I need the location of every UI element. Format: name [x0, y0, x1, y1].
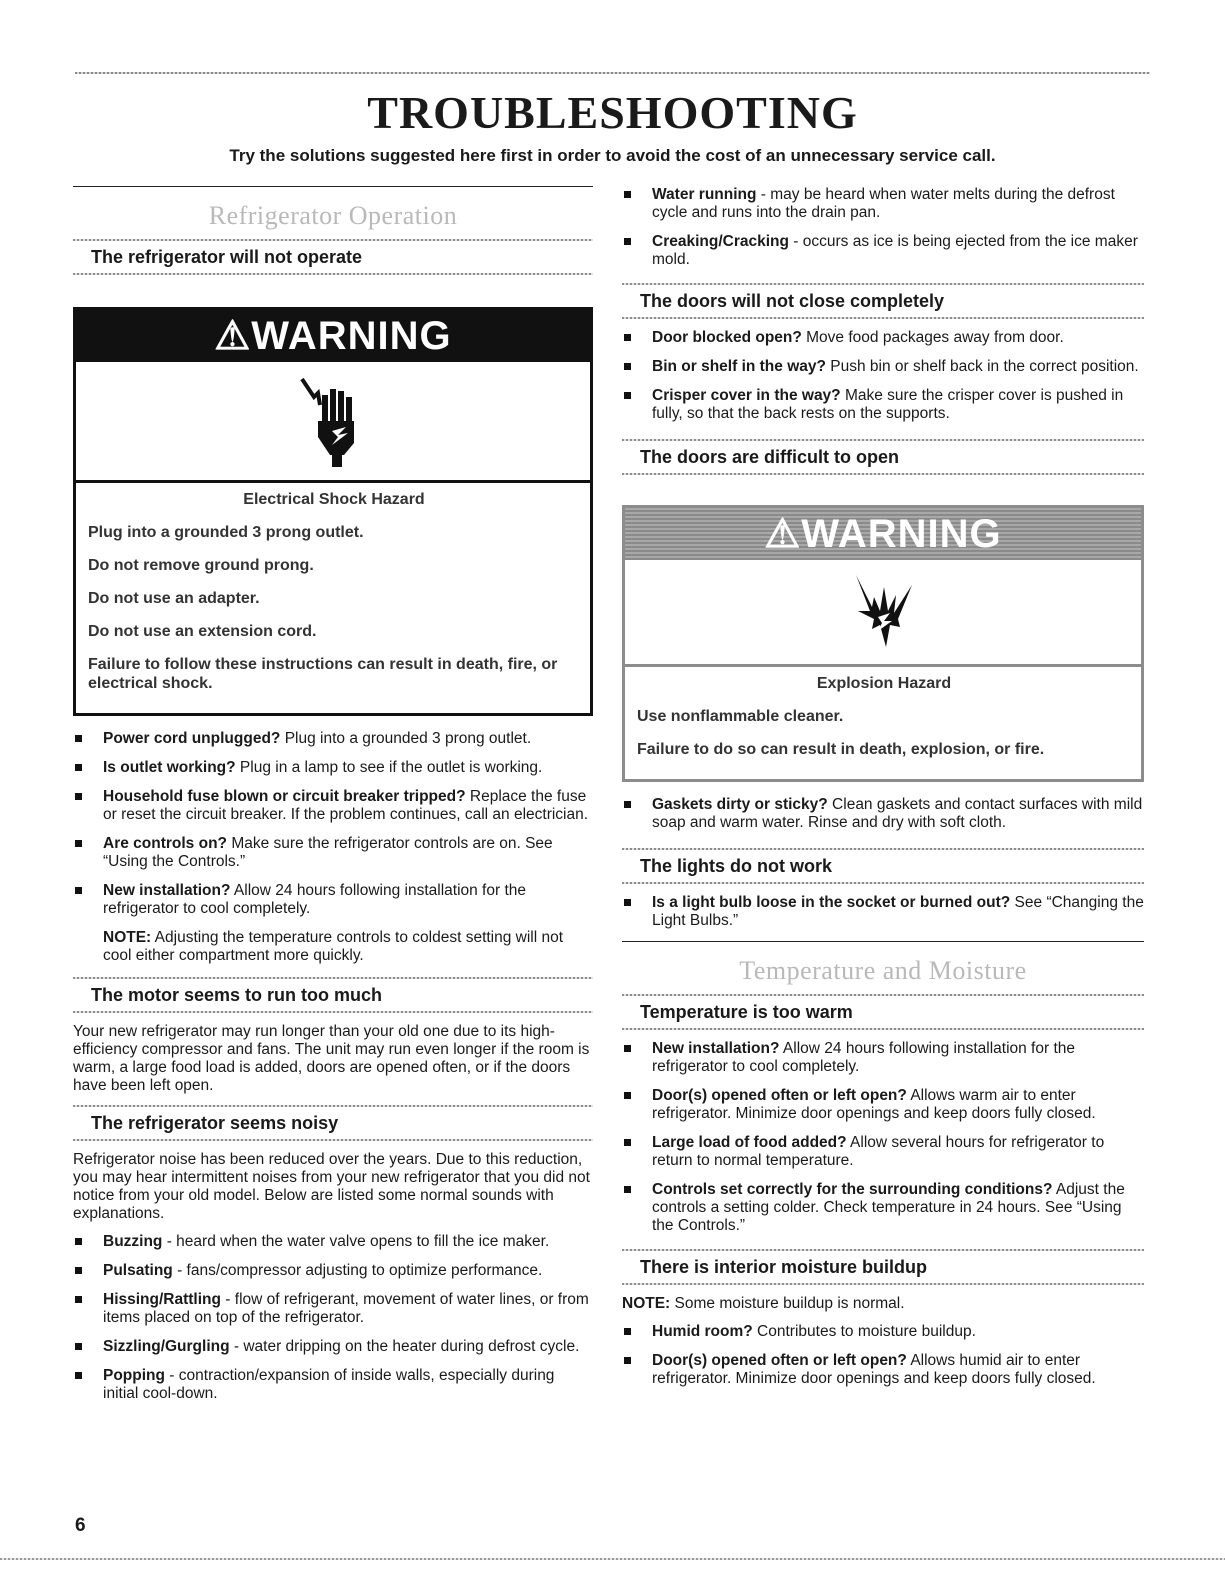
- section-title-temperature-moisture: Temperature and Moisture: [739, 956, 1027, 985]
- list-item: Gaskets dirty or sticky? Clean gaskets and contact surfaces with mild soap and warm water. Rinse and dry with soft cloth.: [622, 796, 1144, 832]
- dotted-rule: [622, 1028, 1144, 1030]
- too-warm-list: [622, 1040, 1144, 1235]
- list-item: Buzzing - heard when the water valve opens to fill the ice maker.: [73, 1233, 593, 1251]
- doors-close-list: [622, 329, 1144, 423]
- warning-line: Plug into a grounded 3 prong outlet.: [88, 524, 364, 541]
- list-item: Door(s) opened often or left open? Allows humid air to enter refrigerator. Minimize door openings and keep doors fully closed.: [622, 1352, 1144, 1388]
- doors-open-list: [622, 796, 1144, 832]
- dotted-rule: [622, 283, 1144, 285]
- dotted-rule: [622, 439, 1144, 441]
- icon-area: [625, 560, 1141, 667]
- heading-noisy: The refrigerator seems noisy: [91, 1113, 339, 1133]
- list-item: Popping - contraction/expansion of inside walls, especially during initial cool-down.: [73, 1367, 593, 1403]
- list-item: New installation? Allow 24 hours following installation for the refrigerator to cool completely.: [73, 882, 593, 918]
- page-number: 6: [75, 1515, 86, 1536]
- list-item: Household fuse blown or circuit breaker tripped? Replace the fuse or reset the circuit breaker. If the problem continues, call an electrician.: [73, 788, 593, 824]
- list-item: Hissing/Rattling - flow of refrigerant, movement of water lines, or from items placed on top of the refrigerator.: [73, 1291, 593, 1327]
- list-item: Large load of food added? Allow several hours for refrigerator to return to normal temperature.: [622, 1134, 1144, 1170]
- list-item: Door(s) opened often or left open? Allows warm air to enter refrigerator. Minimize door openings and keep doors fully closed.: [622, 1087, 1144, 1123]
- warning-line: Do not use an extension cord.: [88, 623, 317, 640]
- list-item: Pulsating - fans/compressor adjusting to optimize performance.: [73, 1262, 593, 1280]
- dotted-rule: [622, 994, 1144, 996]
- list-item: Is a light bulb loose in the socket or burned out? See “Changing the Light Bulbs.”: [622, 894, 1144, 930]
- icon-area: [76, 362, 590, 483]
- list-item: New installation? Allow 24 hours following installation for the refrigerator to cool completely.: [622, 1040, 1144, 1076]
- heading-doors-close: The doors will not close completely: [640, 291, 945, 311]
- page-subtitle: Try the solutions suggested here first in order to avoid the cost of an unnecessary service call.: [229, 146, 996, 165]
- will-not-operate-list: [73, 730, 593, 918]
- explosion-icon: [838, 567, 928, 657]
- hazard-title: Electrical Shock Hazard: [243, 491, 425, 508]
- warning-banner: ⚠WARNING: [625, 508, 1141, 560]
- warning-text: [625, 667, 1141, 779]
- dotted-rule: [73, 239, 593, 241]
- lights-list: [622, 894, 1144, 930]
- hazard-title: Explosion Hazard: [816, 675, 952, 692]
- left-column: [73, 186, 593, 1414]
- warning-line: Use nonflammable cleaner.: [637, 708, 844, 725]
- heading-lights: The lights do not work: [640, 856, 832, 876]
- top-rule: [75, 72, 1150, 74]
- list-item: Door blocked open? Move food packages away from door.: [622, 329, 1144, 347]
- dotted-rule: [622, 1283, 1144, 1285]
- list-item: Controls set correctly for the surrounding conditions? Adjust the controls a setting colder. Check temperature in 24 hours. See “Using the Controls.”: [622, 1181, 1144, 1235]
- list-item: Is outlet working? Plug in a lamp to see if the outlet is working.: [73, 759, 593, 777]
- dotted-rule: [73, 977, 593, 979]
- bottom-rule: [0, 1558, 1225, 1560]
- dotted-rule: [73, 1105, 593, 1107]
- dotted-rule: [622, 473, 1144, 475]
- heading-moisture: There is interior moisture buildup: [640, 1257, 928, 1277]
- warning-line: Failure to follow these instructions can result in death, fire, or electrical shock.: [88, 656, 558, 692]
- noisy-list-continued: [622, 186, 1144, 269]
- list-item: Crisper cover in the way? Make sure the crisper cover is pushed in fully, so that the back rests on the supports.: [622, 387, 1144, 423]
- moisture-list: [622, 1323, 1144, 1388]
- list-item: Creaking/Cracking - occurs as ice is being ejected from the ice maker mold.: [622, 233, 1144, 269]
- dotted-rule: [73, 1011, 593, 1013]
- heading-doors-open: The doors are difficult to open: [640, 447, 900, 467]
- warning-line: Failure to do so can result in death, explosion, or fire.: [637, 741, 1045, 758]
- list-item: Water running - may be heard when water melts during the defrost cycle and runs into the drain pan.: [622, 186, 1144, 222]
- warning-line: Do not remove ground prong.: [88, 557, 314, 574]
- noisy-body: Refrigerator noise has been reduced over the years. Due to this reduction, you may hear intermittent noises from your new refrigerator that you did not notice from your old model. Below are listed some normal sounds with explanations.: [73, 1151, 590, 1222]
- dotted-rule: [622, 1249, 1144, 1251]
- warning-text: [76, 483, 590, 713]
- motor-body: Your new refrigerator may run longer than your old one due to its high-efficiency compressor and fans. The unit may run even longer if the room is warm, a large food load is added, doors are opened often, or if the doors have been left open.: [73, 1023, 590, 1094]
- list-item: Power cord unplugged? Plug into a grounded 3 prong outlet.: [73, 730, 593, 748]
- dotted-rule: [622, 848, 1144, 850]
- list-item: Humid room? Contributes to moisture buildup.: [622, 1323, 1144, 1341]
- noisy-list: [73, 1233, 593, 1403]
- dotted-rule: [622, 882, 1144, 884]
- section-title-refrigerator-operation: Refrigerator Operation: [208, 201, 458, 230]
- heading-too-warm: Temperature is too warm: [640, 1002, 853, 1022]
- electrical-shock-icon: [288, 371, 378, 471]
- warning-banner: ⚠WARNING: [76, 310, 590, 362]
- list-item: Bin or shelf in the way? Push bin or shelf back in the correct position.: [622, 358, 1144, 376]
- heading-will-not-operate: The refrigerator will not operate: [91, 247, 363, 267]
- section-rule: [73, 186, 593, 187]
- page-title: TROUBLESHOOTING: [367, 87, 858, 138]
- dotted-rule: [73, 273, 593, 275]
- moisture-note: NOTE: Some moisture buildup is normal.: [622, 1295, 905, 1312]
- warning-line: Do not use an adapter.: [88, 590, 260, 607]
- section-rule: [622, 941, 1144, 942]
- electrical-warning-box: [73, 307, 593, 716]
- heading-motor: The motor seems to run too much: [91, 985, 383, 1005]
- dotted-rule: [73, 1139, 593, 1141]
- right-column: [622, 186, 1144, 1399]
- dotted-rule: [622, 317, 1144, 319]
- explosion-warning-box: [622, 505, 1144, 782]
- note-text: NOTE: Adjusting the temperature controls to coldest setting will not cool either compartment more quickly.: [103, 929, 564, 964]
- list-item: Are controls on? Make sure the refrigerator controls are on. See “Using the Controls.”: [73, 835, 593, 871]
- list-item: Sizzling/Gurgling - water dripping on the heater during defrost cycle.: [73, 1338, 593, 1356]
